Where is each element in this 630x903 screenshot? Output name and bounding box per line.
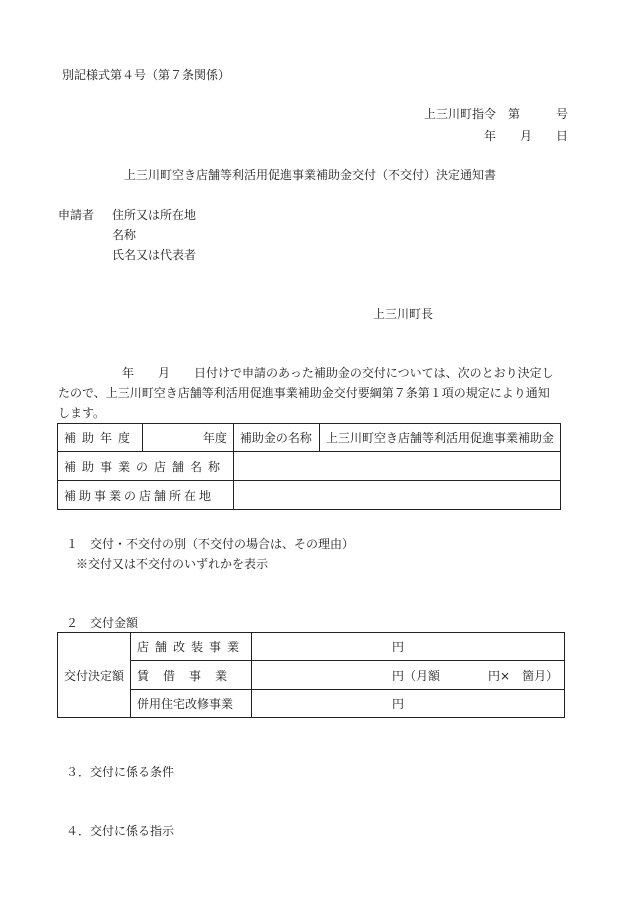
applicant-rep-label: 氏名又は代表者 xyxy=(112,248,197,262)
store-location-label: 補助事業の店舗所在地 xyxy=(58,481,234,510)
body-line-3: します。 xyxy=(58,406,106,420)
body-line-1: 年 月 日付けで申請のあった補助金の交付については、次のとおり決定し xyxy=(122,366,554,380)
body-line-2: たので、上三川町空き店舗等利活用促進事業補助金交付要綱第７条第１項の規定により通知 xyxy=(58,386,550,400)
form-label: 別記様式第４号（第７条関係） xyxy=(62,68,231,82)
document-date: 年 月 日 xyxy=(483,129,568,143)
subsidy-name-value: 上三川町空き店舗等利活用促進事業補助金 xyxy=(319,424,560,452)
store-name-value xyxy=(233,452,560,481)
section1-heading: １ 交付・不交付の別（不交付の場合は、その理由） xyxy=(66,537,355,551)
amount-table xyxy=(57,632,565,718)
applicant-address-label: 住所又は所在地 xyxy=(112,208,197,222)
document-title: 上三川町空き店舗等利活用促進事業補助金交付（不交付）決定通知書 xyxy=(124,168,497,182)
section2-heading: ２ 交付金額 xyxy=(66,616,139,630)
section4-heading: ４．交付に係る指示 xyxy=(66,824,175,838)
amount-row-value: 円 xyxy=(252,633,565,661)
applicant-label: 申請者 xyxy=(58,208,95,222)
amount-row-value: 円（月額 円× 箇月） xyxy=(252,661,565,690)
document-number: 上三川町指令 第 号 xyxy=(423,107,568,121)
amount-row-value: 円 xyxy=(252,690,565,718)
amount-row-label: 併用住宅改修事業 xyxy=(131,690,252,718)
amount-row-label: 店舗改装事業 xyxy=(131,633,252,661)
amount-row-label: 賃借事業 xyxy=(131,661,252,690)
fiscal-year-value: 年度 xyxy=(143,424,234,452)
section3-heading: ３．交付に係る条件 xyxy=(66,765,175,779)
amount-row-header: 交付決定額 xyxy=(58,633,131,718)
subsidy-name-label: 補助金の名称 xyxy=(233,424,319,452)
applicant-name-label: 名称 xyxy=(112,228,137,242)
fiscal-year-label: 補助年度 xyxy=(58,424,143,452)
issuer: 上三川町長 xyxy=(373,307,434,321)
info-table xyxy=(57,423,561,510)
section1-note: ※交付又は不交付のいずれかを表示 xyxy=(76,557,269,571)
store-location-value xyxy=(233,481,560,510)
store-name-label: 補助事業の店舗名称 xyxy=(58,452,234,481)
